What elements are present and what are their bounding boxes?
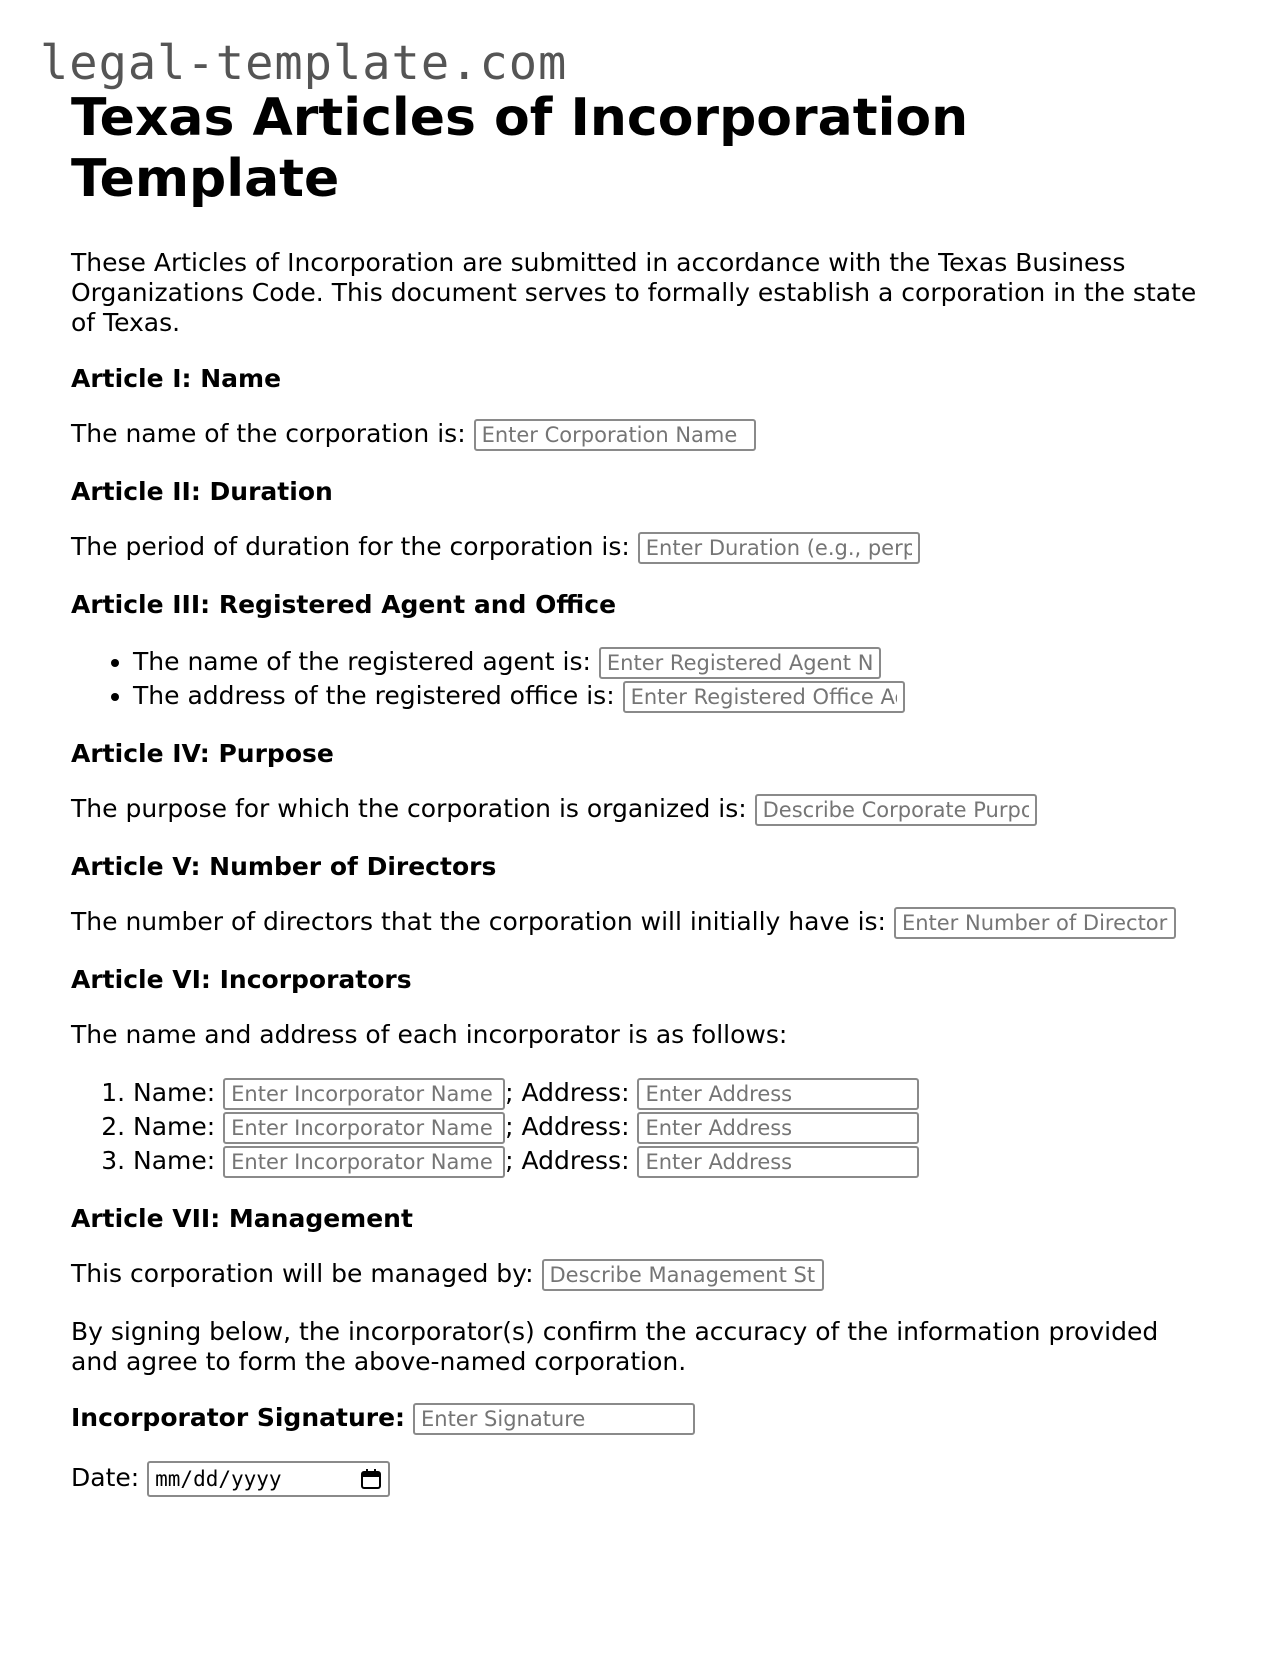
article-7-row — [71, 1259, 1211, 1291]
incorporator-address-label: ; Address: — [505, 1146, 630, 1175]
article-1-row — [71, 419, 1211, 451]
page-title: Texas Articles of Incorporation Template — [71, 88, 969, 209]
article-5-heading: Article V: Number of Directors — [71, 852, 497, 881]
incorporators-list — [71, 1076, 1211, 1178]
agent-name-text: The name of the registered agent is: — [133, 647, 591, 676]
incorporator-address-label: ; Address: — [505, 1078, 630, 1107]
article-7-heading: Article VII: Management — [71, 1204, 413, 1233]
signature-label: Incorporator Signature: — [71, 1403, 406, 1432]
incorporator-address-input-1[interactable] — [637, 1078, 919, 1110]
article-1-text: The name of the corporation is: — [71, 419, 466, 448]
incorporator-name-label: Name: — [133, 1078, 216, 1107]
registered-agent-list — [71, 645, 1211, 713]
incorporator-name-input-3[interactable] — [223, 1146, 505, 1178]
management-input[interactable] — [542, 1259, 824, 1291]
list-item — [133, 1110, 1211, 1144]
list-item — [133, 645, 1211, 679]
incorporator-address-input-3[interactable] — [637, 1146, 919, 1178]
incorporator-address-input-2[interactable] — [637, 1112, 919, 1144]
article-6-text: The name and address of each incorporator is as follows: — [71, 1020, 788, 1049]
incorporator-name-input-1[interactable] — [223, 1078, 505, 1110]
directors-count-input[interactable] — [894, 907, 1176, 939]
calendar-icon[interactable] — [360, 1468, 382, 1490]
article-4-row — [71, 794, 1211, 826]
intro-text: These Articles of Incorporation are submitted in accordance with the Texas Business Organizations Code. This document serves to formally establish a corporation in the state of Texas. — [71, 248, 1197, 337]
purpose-input[interactable] — [755, 794, 1037, 826]
closing-text: By signing below, the incorporator(s) confirm the accuracy of the information provided and agree to form the above-named corporation. — [71, 1317, 1159, 1376]
article-6-heading: Article VI: Incorporators — [71, 965, 412, 994]
watermark: legal-template.com — [40, 36, 568, 91]
article-5-text: The number of directors that the corporation will initially have is: — [71, 907, 886, 936]
date-label: Date: — [71, 1463, 140, 1492]
registered-agent-input[interactable] — [599, 647, 881, 679]
article-4-heading: Article IV: Purpose — [71, 739, 334, 768]
incorporator-address-label: ; Address: — [505, 1112, 630, 1141]
article-1-heading: Article I: Name — [71, 364, 282, 393]
incorporator-name-input-2[interactable] — [223, 1112, 505, 1144]
document — [71, 88, 1211, 1523]
incorporator-name-label: Name: — [133, 1146, 216, 1175]
article-4-text: The purpose for which the corporation is organized is: — [71, 794, 747, 823]
article-2-heading: Article II: Duration — [71, 477, 333, 506]
registered-office-input[interactable] — [623, 681, 905, 713]
article-2-row — [71, 532, 1211, 564]
list-item — [133, 1144, 1211, 1178]
list-item — [133, 679, 1211, 713]
office-address-text: The address of the registered office is: — [133, 681, 615, 710]
date-placeholder: mm/dd/yyyy — [155, 1467, 282, 1491]
signature-input[interactable] — [413, 1403, 695, 1435]
article-3-heading: Article III: Registered Agent and Office — [71, 590, 617, 619]
date-row — [71, 1461, 1211, 1497]
signature-row — [71, 1403, 1211, 1435]
corporation-name-input[interactable] — [474, 419, 756, 451]
date-input[interactable] — [147, 1461, 390, 1497]
article-5-row — [71, 907, 1211, 939]
list-item — [133, 1076, 1211, 1110]
article-2-text: The period of duration for the corporation is: — [71, 532, 630, 561]
article-7-text: This corporation will be managed by: — [71, 1259, 534, 1288]
incorporator-name-label: Name: — [133, 1112, 216, 1141]
duration-input[interactable] — [638, 532, 920, 564]
